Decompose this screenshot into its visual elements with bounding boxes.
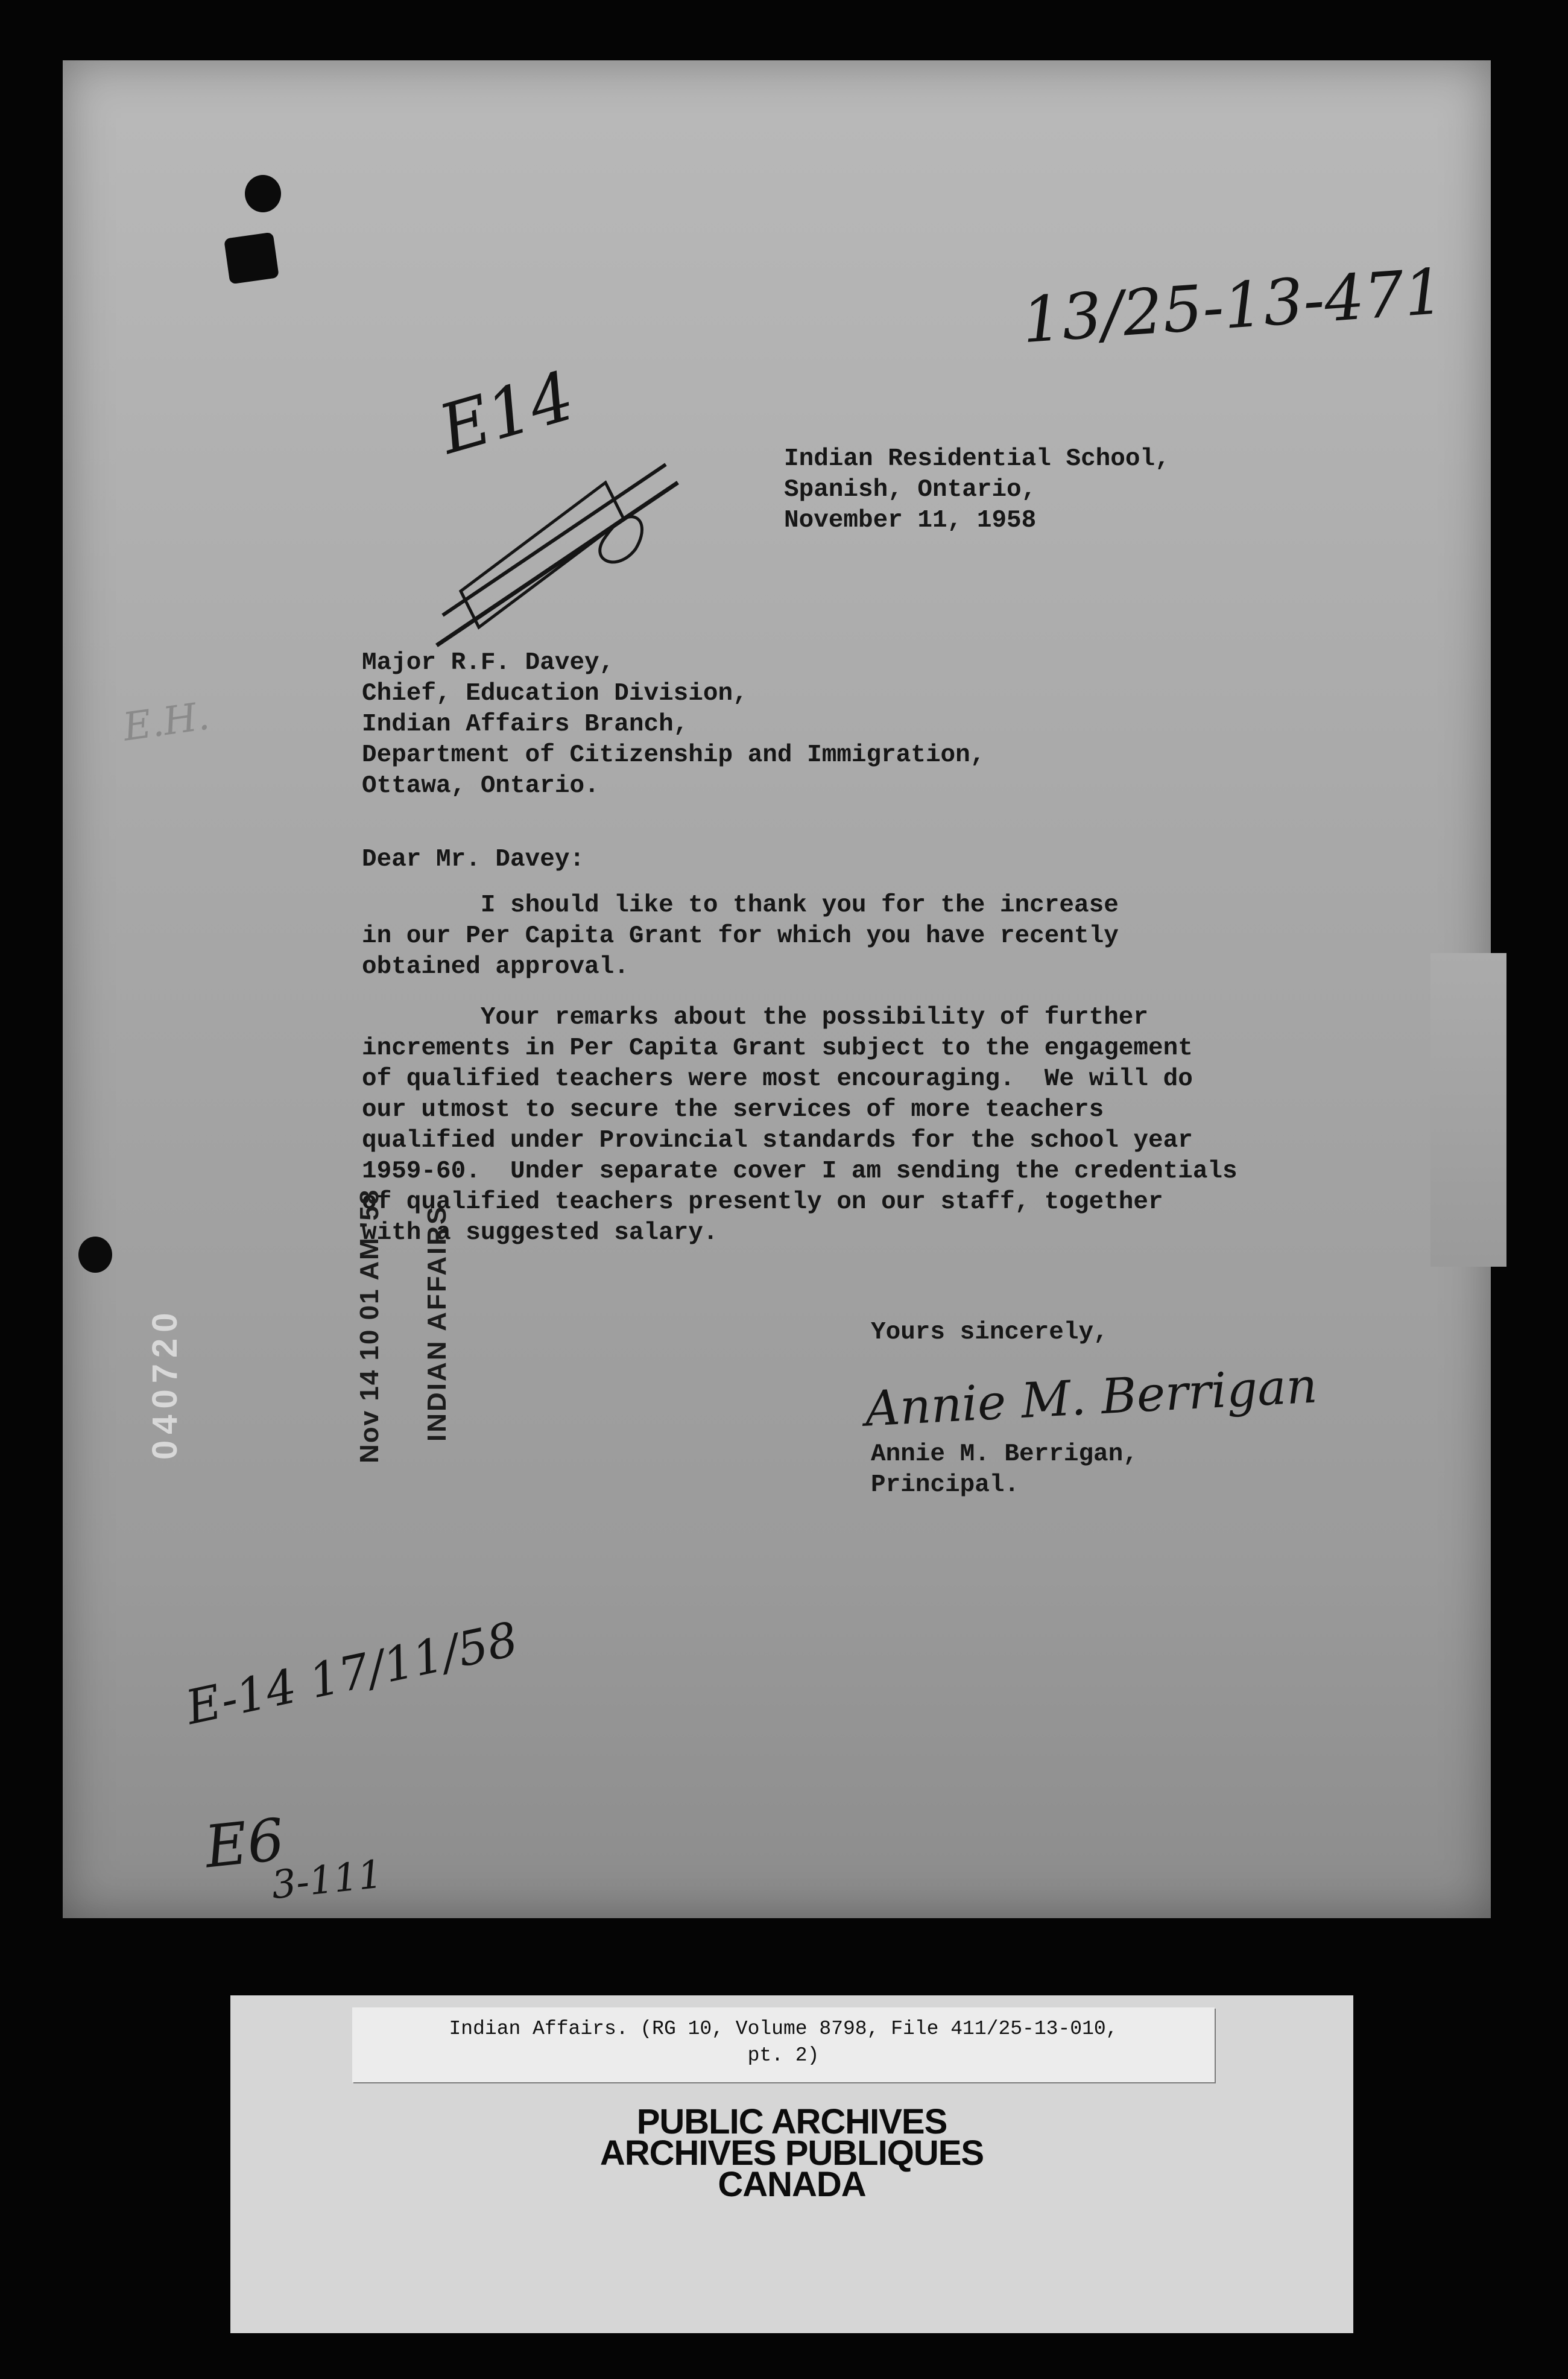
recipient-line-5: Ottawa, Ontario.	[362, 772, 599, 800]
punch-hole	[245, 175, 281, 212]
paper-edge-tab	[1430, 953, 1506, 1267]
body-line: increments in Per Capita Grant subject to the engagement	[362, 1034, 1193, 1062]
received-stamp-date: Nov 14 10 01 AM '58	[355, 1188, 384, 1463]
paper-tear	[224, 232, 279, 285]
archives-line-1: PUBLIC ARCHIVES	[636, 2102, 947, 2141]
sender-line-1: Indian Residential School,	[784, 445, 1170, 473]
scribble-mark	[425, 410, 702, 664]
margin-bottom-sub: 3-111	[269, 1852, 385, 1909]
recipient-line-3: Indian Affairs Branch,	[362, 711, 689, 738]
complimentary-close: Yours sincerely,	[871, 1319, 1108, 1346]
citation-line-2: pt. 2)	[747, 2044, 820, 2067]
letter-page	[63, 60, 1491, 1918]
body-line: with a suggested salary.	[362, 1219, 718, 1247]
body-line: our utmost to secure the services of more teachers	[362, 1096, 1104, 1124]
archives-line-2: ARCHIVES PUBLIQUES	[599, 2133, 984, 2173]
body-line: 1959-60. Under separate cover I am sending the credentials	[362, 1158, 1238, 1185]
received-stamp-office: INDIAN AFFAIRS	[422, 1205, 452, 1442]
faint-margin-note: E.H.	[120, 694, 212, 750]
body-line: qualified under Provincial standards for the school year	[362, 1127, 1193, 1155]
signer-title: Principal.	[871, 1471, 1020, 1499]
file-number-handwritten: 13/25-13-471	[1019, 254, 1447, 358]
margin-file-code: E14	[431, 356, 583, 470]
letter-date: November 11, 1958	[784, 507, 1037, 534]
citation-box	[352, 2007, 1215, 2082]
margin-initial-dated: E-14 17/11/58	[181, 1612, 523, 1736]
body-line: obtained approval.	[362, 953, 629, 981]
archives-heading	[230, 2102, 1353, 2204]
archive-label-card	[230, 1995, 1353, 2333]
body-line: Your remarks about the possibility of further	[362, 1004, 1149, 1031]
frame-dot	[78, 1237, 112, 1273]
salutation: Dear Mr. Davey:	[362, 846, 585, 873]
body-line: in our Per Capita Grant for which you have recently	[362, 922, 1119, 950]
signer-name: Annie M. Berrigan,	[871, 1440, 1138, 1468]
recipient-line-2: Chief, Education Division,	[362, 680, 748, 708]
body-line: of qualified teachers presently on our staff, together	[362, 1188, 1163, 1216]
recipient-line-1: Major R.F. Davey,	[362, 649, 615, 677]
frame-number: 040720	[145, 1307, 185, 1460]
recipient-line-4: Department of Citizenship and Immigration,	[362, 741, 985, 769]
signature: Annie M. Berrigan	[864, 1357, 1319, 1437]
margin-bottom-code: E6	[201, 1805, 288, 1881]
archives-line-3: CANADA	[718, 2165, 866, 2204]
body-line: of qualified teachers were most encouraging. We will do	[362, 1065, 1193, 1093]
sender-line-2: Spanish, Ontario,	[784, 476, 1037, 504]
citation-line-1: Indian Affairs. (RG 10, Volume 8798, File 411/25-13-010,	[449, 2018, 1118, 2040]
body-line: I should like to thank you for the increase	[362, 892, 1119, 919]
